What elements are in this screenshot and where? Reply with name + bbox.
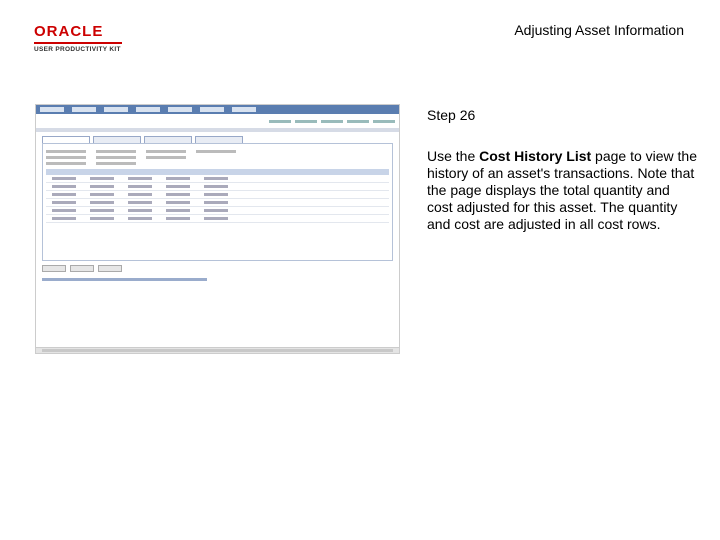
screenshot-cost-history-panel — [42, 143, 393, 261]
application-screenshot — [35, 104, 400, 354]
screenshot-tabs — [36, 132, 399, 143]
page-title: Adjusting Asset Information — [514, 22, 684, 38]
description-bold-term: Cost History List — [479, 148, 592, 164]
description-text-2: page to view the history of an asset's transactions. Note that the page displays the total quantity and cost adjusted for this asset. The quantity and cost are adjusted in all cost rows. — [427, 148, 698, 232]
screenshot-header-links — [269, 120, 395, 123]
screenshot-footer-links — [42, 278, 207, 281]
horizontal-scrollbar[interactable] — [36, 347, 399, 353]
description-text-1: Use the — [427, 148, 480, 164]
logo-rule — [34, 42, 122, 44]
screenshot-nav-bar — [36, 105, 399, 114]
scrollbar-thumb[interactable] — [42, 349, 393, 352]
step-label: Step 26 — [427, 107, 476, 123]
oracle-upk-logo — [34, 24, 124, 53]
logo-brand: ORACLE — [34, 23, 104, 40]
step-description — [427, 148, 697, 233]
screenshot-buttons — [36, 261, 399, 276]
screenshot-header — [36, 114, 399, 128]
logo-product: USER PRODUCTIVITY KIT — [34, 46, 121, 53]
